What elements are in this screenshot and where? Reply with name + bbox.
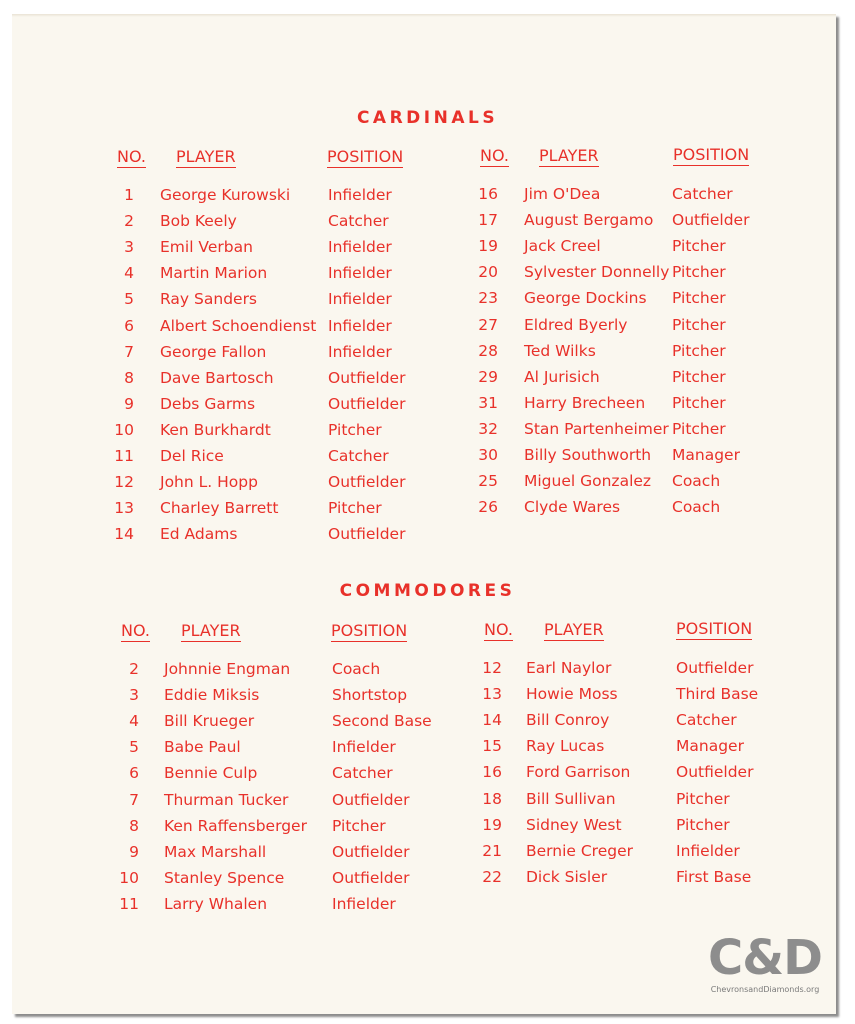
player-name: Billy Southworth — [524, 446, 652, 464]
player-position: Infielder — [332, 738, 396, 757]
commodores-title: COMMODORES — [339, 581, 516, 601]
player-number: 4 — [124, 264, 134, 283]
player-name: Eddie Miksis — [164, 686, 260, 705]
player-name: Charley Barrett — [160, 499, 279, 518]
roster-row — [470, 315, 810, 341]
player-name: Babe Paul — [164, 738, 241, 757]
player-number: 1 — [124, 186, 134, 204]
player-position: Catcher — [332, 764, 393, 783]
player-position: Pitcher — [672, 289, 726, 308]
header-no: NO. — [480, 146, 509, 165]
roster-row — [474, 841, 814, 867]
player-number: 32 — [478, 419, 498, 438]
player-position: Third Base — [676, 685, 759, 704]
player-number: 12 — [114, 473, 134, 492]
roster-row — [474, 710, 814, 736]
roster-row — [474, 762, 814, 788]
player-number: 10 — [119, 868, 139, 887]
player-number: 7 — [124, 342, 134, 361]
player-position: Pitcher — [328, 499, 382, 518]
player-number: 6 — [129, 764, 139, 783]
player-number: 15 — [482, 737, 502, 756]
roster-row — [106, 185, 446, 211]
player-number: 28 — [478, 341, 498, 360]
header-position: POSITION — [331, 621, 408, 640]
roster-row — [470, 236, 810, 262]
player-position: Pitcher — [672, 419, 726, 438]
header-no: NO. — [484, 620, 513, 639]
roster-row — [106, 446, 446, 472]
player-number: 25 — [478, 472, 498, 491]
player-number: 29 — [478, 367, 498, 386]
player-position: Pitcher — [676, 815, 730, 834]
player-number: 9 — [124, 394, 134, 413]
player-number: 14 — [114, 525, 134, 544]
roster-row — [474, 658, 814, 684]
player-position: Pitcher — [676, 789, 730, 808]
player-position: Infielder — [332, 894, 396, 913]
player-position: Infielder — [328, 186, 392, 204]
roster-row — [474, 684, 814, 710]
player-name: Bob Keely — [160, 212, 237, 231]
player-name: Ray Lucas — [526, 737, 605, 756]
roster-row — [470, 445, 810, 471]
player-number: 12 — [482, 659, 502, 677]
header-no: NO. — [121, 621, 150, 640]
player-name: Dick Sisler — [526, 867, 608, 886]
player-name: Bernie Creger — [526, 841, 634, 860]
player-name: Al Jurisich — [524, 367, 600, 386]
roster-row — [111, 685, 451, 711]
player-name: Stan Partenheimer — [524, 419, 669, 438]
roster-row — [111, 868, 451, 894]
player-position: Outfielder — [328, 368, 406, 387]
roster-row — [106, 420, 446, 446]
player-number: 18 — [482, 789, 502, 808]
player-position: Outfielder — [332, 868, 410, 887]
player-position: Catcher — [328, 212, 389, 231]
player-number: 2 — [124, 212, 134, 231]
player-number: 6 — [124, 316, 134, 335]
player-number: 21 — [482, 841, 502, 860]
player-number: 20 — [478, 263, 498, 282]
roster-row — [470, 288, 810, 314]
roster-row — [106, 211, 446, 237]
player-name: Earl Naylor — [526, 659, 612, 677]
roster-row — [106, 524, 446, 550]
roster-row — [111, 894, 451, 920]
player-position: Manager — [676, 737, 744, 756]
player-number: 11 — [114, 447, 134, 465]
roster-row — [111, 816, 451, 842]
player-name: Ken Burkhardt — [160, 420, 271, 439]
roster-row — [106, 289, 446, 315]
roster-row — [470, 419, 810, 445]
player-number: 8 — [124, 368, 134, 387]
roster-row — [111, 790, 451, 816]
player-position: Pitcher — [672, 341, 726, 360]
player-position: Outfielder — [672, 211, 750, 230]
player-position: Outfielder — [328, 473, 406, 492]
roster-row — [106, 472, 446, 498]
player-name: Bennie Culp — [164, 764, 258, 783]
header-position: POSITION — [676, 619, 753, 638]
player-position: Shortstop — [332, 686, 408, 705]
player-position: Pitcher — [672, 263, 726, 282]
player-position: Infielder — [676, 841, 740, 860]
roster-row — [106, 263, 446, 289]
player-number: 2 — [129, 660, 139, 678]
player-number: 7 — [129, 790, 139, 809]
player-number: 17 — [478, 211, 498, 230]
roster-row — [111, 659, 451, 685]
roster-row — [474, 815, 814, 841]
player-position: Infielder — [328, 264, 392, 283]
roster-row — [474, 789, 814, 815]
player-number: 22 — [482, 867, 502, 886]
player-number: 3 — [129, 686, 139, 705]
player-number: 27 — [478, 315, 498, 334]
player-name: Johnnie Engman — [164, 660, 291, 678]
player-name: Albert Schoendienst — [160, 316, 317, 335]
roster-row — [470, 471, 810, 497]
player-name: Sidney West — [526, 815, 622, 834]
player-name: Del Rice — [160, 447, 224, 465]
player-number: 19 — [482, 815, 502, 834]
player-name: Ken Raffensberger — [164, 816, 307, 835]
player-name: George Kurowski — [160, 186, 291, 204]
player-position: Pitcher — [672, 393, 726, 412]
player-position: Coach — [672, 472, 721, 491]
roster-row — [470, 367, 810, 393]
player-number: 8 — [129, 816, 139, 835]
roster-row — [474, 867, 814, 893]
roster-row — [111, 763, 451, 789]
roster-row — [106, 342, 446, 368]
player-name: Debs Garms — [160, 394, 256, 413]
player-number: 4 — [129, 712, 139, 731]
roster-row — [474, 736, 814, 762]
player-name: Emil Verban — [160, 238, 253, 257]
header-player: PLAYER — [181, 621, 241, 640]
player-number: 16 — [478, 185, 498, 203]
player-position: Outfielder — [332, 790, 410, 809]
header-player: PLAYER — [176, 147, 236, 166]
header-player: PLAYER — [544, 620, 604, 639]
player-name: Jim O'Dea — [524, 185, 601, 203]
header-position: POSITION — [673, 145, 750, 164]
player-position: Pitcher — [328, 420, 382, 439]
player-number: 13 — [114, 499, 134, 518]
roster-row — [470, 184, 810, 210]
player-number: 14 — [482, 711, 502, 730]
player-position: Outfielder — [328, 525, 406, 544]
roster-row — [470, 262, 810, 288]
player-position: Outfielder — [328, 394, 406, 413]
player-number: 23 — [478, 289, 498, 308]
roster-row — [106, 316, 446, 342]
player-position: Pitcher — [332, 816, 386, 835]
player-name: August Bergamo — [524, 211, 654, 230]
player-name: Bill Krueger — [164, 712, 255, 731]
player-number: 5 — [129, 738, 139, 757]
player-position: Infielder — [328, 316, 392, 335]
player-name: Bill Sullivan — [526, 789, 616, 808]
roster-row — [470, 341, 810, 367]
player-position: Outfielder — [676, 763, 754, 782]
roster-row — [470, 393, 810, 419]
roster-row — [106, 498, 446, 524]
player-position: Pitcher — [672, 237, 726, 256]
player-position: Outfielder — [676, 659, 754, 677]
player-number: 31 — [478, 393, 498, 412]
player-name: Ford Garrison — [526, 763, 631, 782]
player-position: Catcher — [676, 711, 737, 730]
player-number: 30 — [478, 446, 498, 464]
roster-row — [106, 394, 446, 420]
player-name: Harry Brecheen — [524, 393, 646, 412]
player-position: Outfielder — [332, 842, 410, 861]
player-name: George Fallon — [160, 342, 267, 361]
player-position: Pitcher — [672, 315, 726, 334]
roster-row — [111, 711, 451, 737]
player-number: 10 — [114, 420, 134, 439]
header-no: NO. — [117, 147, 146, 166]
player-position: Catcher — [672, 185, 733, 203]
player-name: Ray Sanders — [160, 290, 258, 309]
player-name: Miguel Gonzalez — [524, 472, 652, 491]
player-position: Infielder — [328, 290, 392, 309]
player-name: Clyde Wares — [524, 498, 621, 517]
player-position: First Base — [676, 867, 752, 886]
player-name: Ted Wilks — [524, 341, 596, 360]
header-position: POSITION — [327, 147, 404, 166]
player-position: Catcher — [328, 447, 389, 465]
player-position: Infielder — [328, 238, 392, 257]
player-position: Pitcher — [672, 367, 726, 386]
player-position: Infielder — [328, 342, 392, 361]
player-number: 19 — [478, 237, 498, 256]
roster-row — [111, 842, 451, 868]
player-number: 11 — [119, 894, 139, 913]
cardinals-title: CARDINALS — [356, 108, 499, 128]
roster-row — [111, 737, 451, 763]
roster-row — [106, 368, 446, 394]
player-name: John L. Hopp — [160, 473, 258, 492]
logo-site: ChevronsandDiamonds.org — [710, 985, 820, 994]
player-name: Howie Moss — [526, 685, 618, 704]
player-name: Martin Marion — [160, 264, 268, 283]
player-name: Jack Creel — [524, 237, 601, 256]
player-name: Thurman Tucker — [164, 790, 289, 809]
player-name: Bill Conroy — [526, 711, 610, 730]
player-name: Sylvester Donnelly — [524, 263, 670, 282]
player-name: Stanley Spence — [164, 868, 285, 887]
roster-row — [470, 210, 810, 236]
player-number: 9 — [129, 842, 139, 861]
player-position: Manager — [672, 446, 740, 464]
player-name: George Dockins — [524, 289, 647, 308]
player-position: Second Base — [332, 712, 432, 731]
player-position: Coach — [332, 660, 381, 678]
roster-row — [106, 237, 446, 263]
player-name: Eldred Byerly — [524, 315, 628, 334]
player-number: 26 — [478, 498, 498, 517]
player-name: Ed Adams — [160, 525, 238, 544]
chevrons-diamonds-logo — [700, 930, 830, 1000]
header-player: PLAYER — [539, 146, 599, 165]
player-position: Coach — [672, 498, 721, 517]
logo-mark: C&D — [708, 930, 822, 986]
player-name: Larry Whalen — [164, 894, 268, 913]
player-name: Max Marshall — [164, 842, 267, 861]
player-number: 13 — [482, 685, 502, 704]
player-number: 3 — [124, 238, 134, 257]
roster-row — [470, 497, 810, 523]
player-number: 5 — [124, 290, 134, 309]
player-number: 16 — [482, 763, 502, 782]
player-name: Dave Bartosch — [160, 368, 274, 387]
